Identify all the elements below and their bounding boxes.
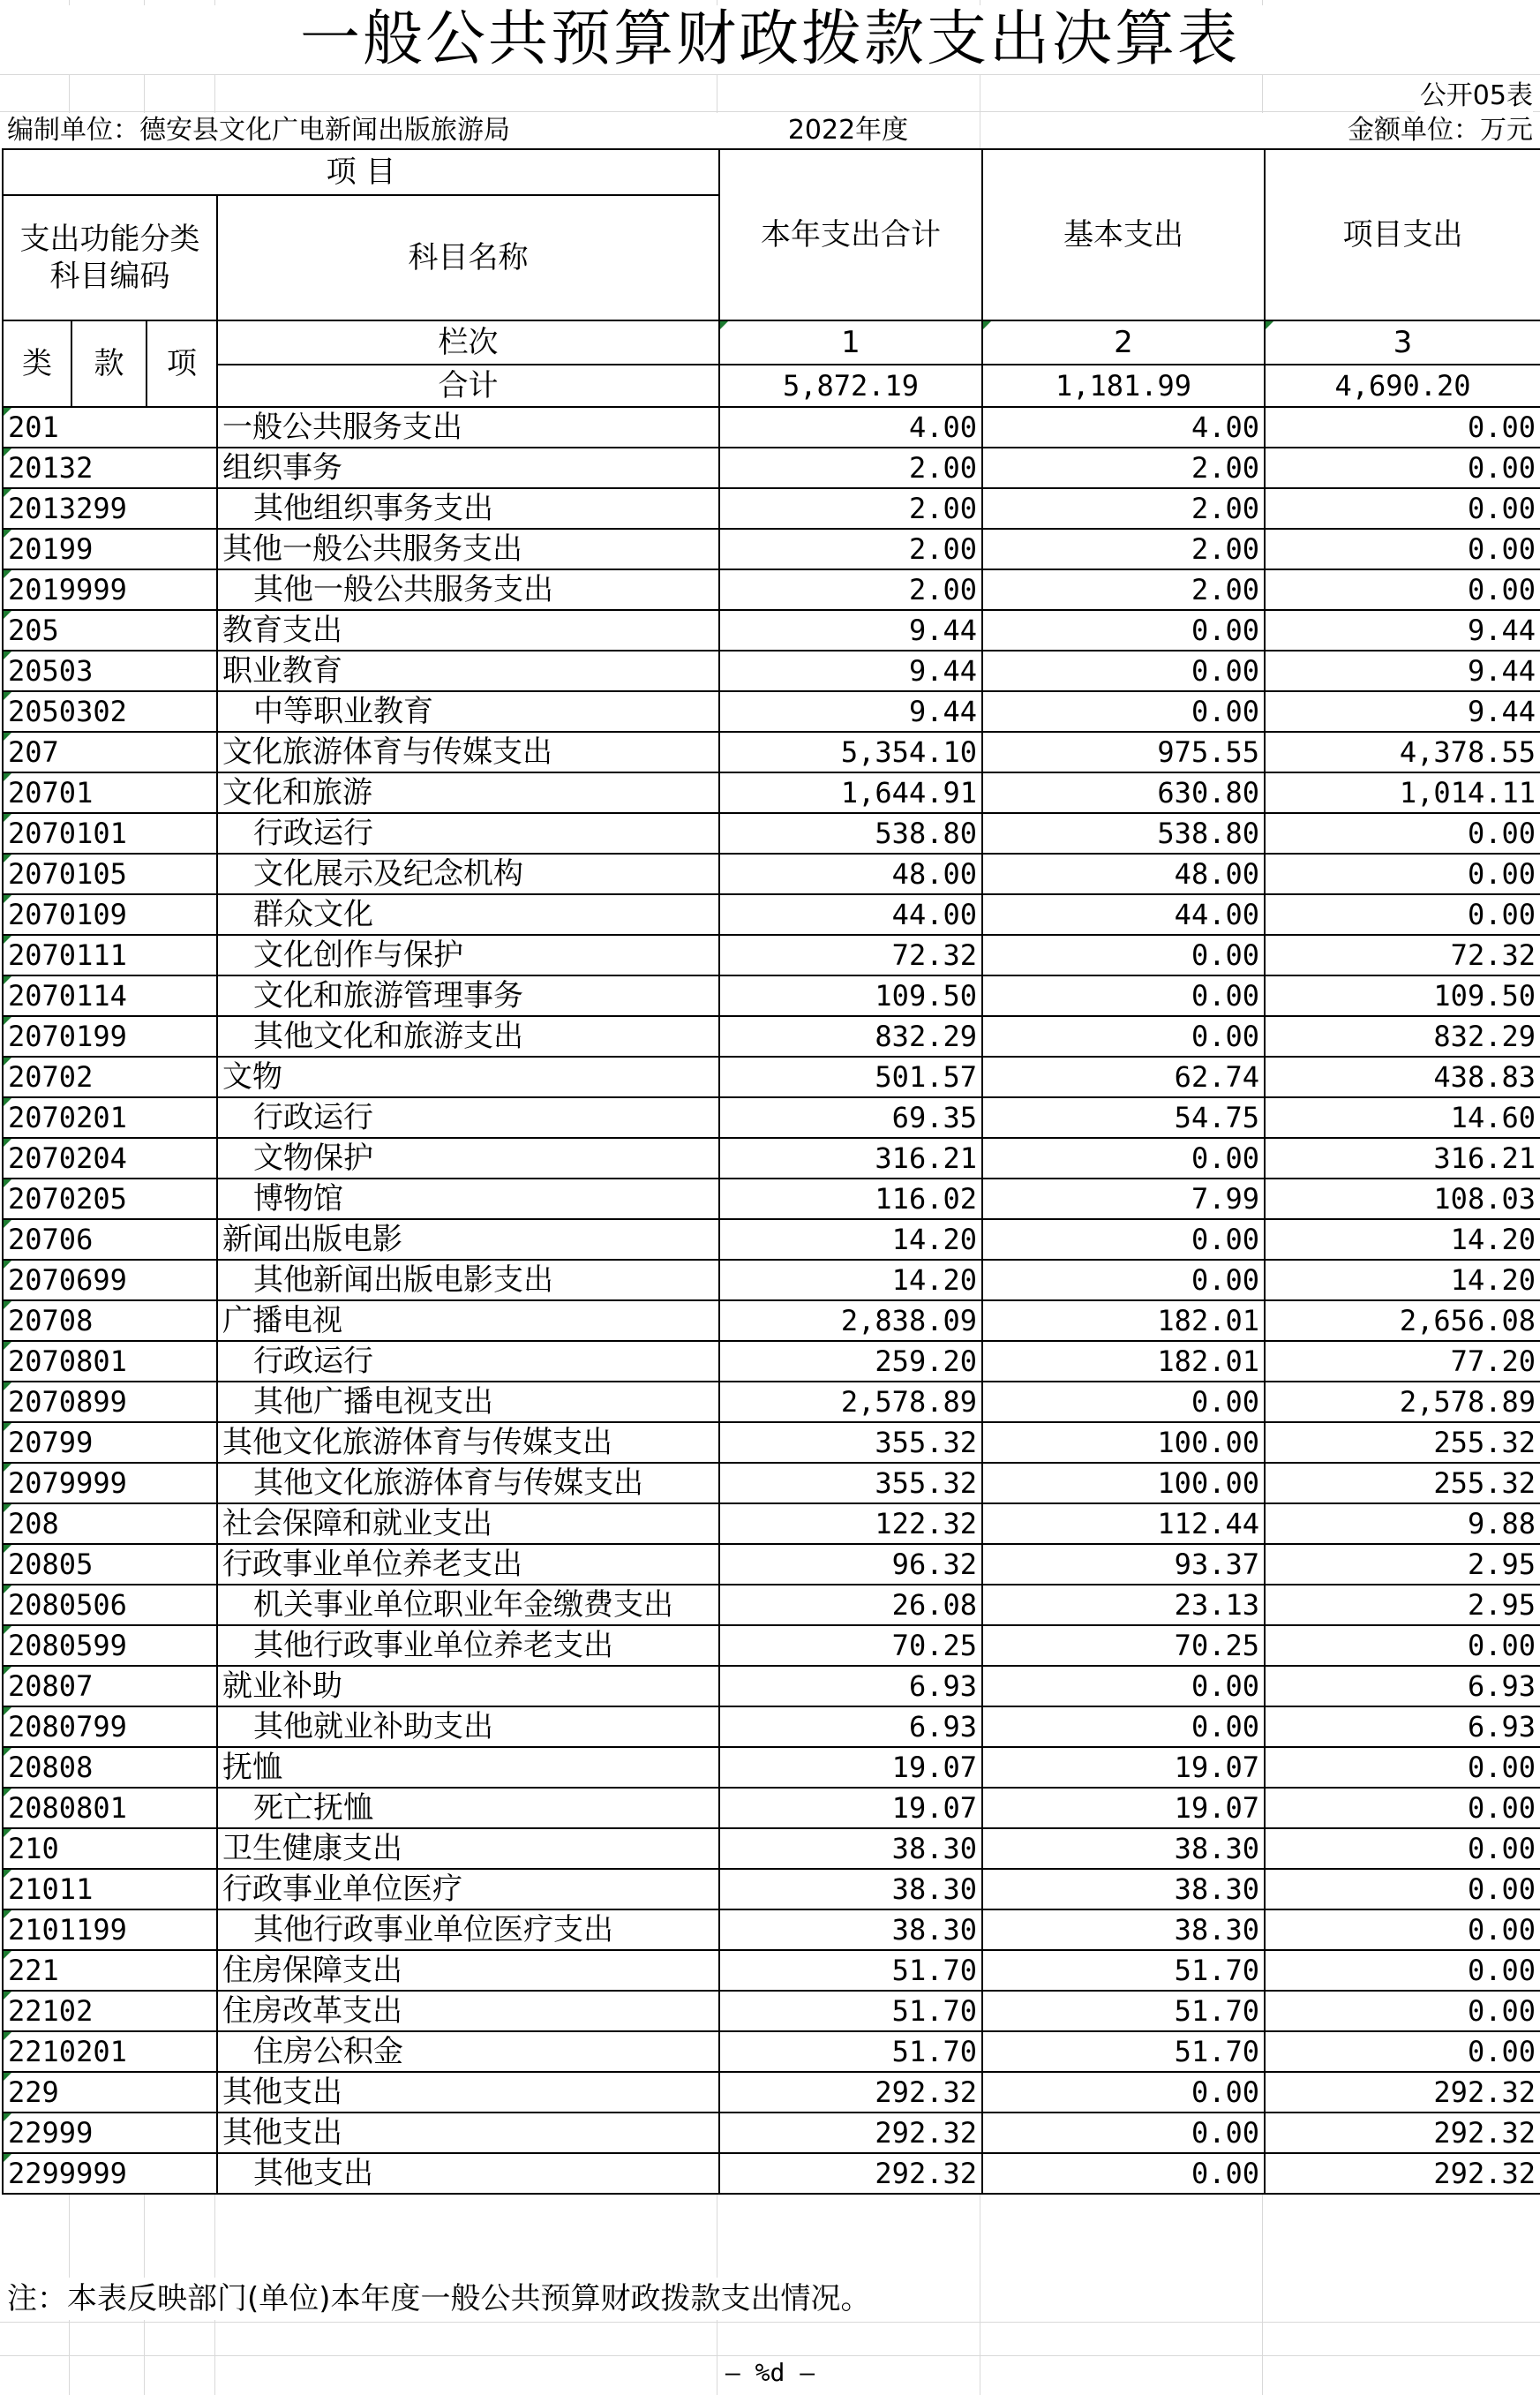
amount-basic: 54.75 [982, 1097, 1265, 1138]
amount-total: 19.07 [719, 1747, 982, 1788]
table-row [3, 854, 1540, 894]
subject-code: 2070801 [3, 1341, 217, 1382]
table-row [3, 1991, 1540, 2031]
amount-project: 0.00 [1265, 1788, 1540, 1828]
table-row [3, 1625, 1540, 1666]
amount-basic: 2.00 [982, 569, 1265, 610]
total-row-basic: 1,181.99 [982, 365, 1265, 407]
subject-code: 2070105 [3, 854, 217, 894]
subject-code: 2210201 [3, 2031, 217, 2072]
amount-basic: 48.00 [982, 854, 1265, 894]
subject-name: 一般公共服务支出 [217, 407, 719, 448]
amount-project: 2.95 [1265, 1544, 1540, 1585]
amount-project: 316.21 [1265, 1138, 1540, 1179]
grid-line [0, 2322, 1540, 2323]
header-column-index: 栏次 [217, 320, 719, 365]
subject-name: 中等职业教育 [217, 691, 719, 732]
subject-name: 文物 [217, 1057, 719, 1097]
amount-total: 38.30 [719, 1869, 982, 1909]
column-number: 3 [1265, 320, 1540, 365]
subject-name: 其他一般公共服务支出 [217, 569, 719, 610]
amount-project: 292.32 [1265, 2072, 1540, 2113]
table-row [3, 2031, 1540, 2072]
amount-total: 51.70 [719, 1950, 982, 1991]
amount-project: 2,656.08 [1265, 1300, 1540, 1341]
compiling-unit: 编制单位：德安县文化广电新闻出版旅游局 [7, 113, 695, 148]
table-row [3, 569, 1540, 610]
table-row [3, 1503, 1540, 1544]
subject-name: 行政事业单位养老支出 [217, 1544, 719, 1585]
subject-name: 住房公积金 [217, 2031, 719, 2072]
table-row [3, 1057, 1540, 1097]
amount-basic: 0.00 [982, 2113, 1265, 2153]
amount-project: 109.50 [1265, 975, 1540, 1016]
amount-basic: 0.00 [982, 1666, 1265, 1706]
amount-total: 292.32 [719, 2072, 982, 2113]
subject-code: 22999 [3, 2113, 217, 2153]
amount-basic: 0.00 [982, 1219, 1265, 1260]
subject-name: 住房保障支出 [217, 1950, 719, 1991]
column-number: 2 [982, 320, 1265, 365]
amount-total: 9.44 [719, 651, 982, 691]
subject-name: 教育支出 [217, 610, 719, 651]
subject-name: 其他组织事务支出 [217, 488, 719, 529]
amount-basic: 7.99 [982, 1179, 1265, 1219]
table-row [3, 1179, 1540, 1219]
amount-total: 292.32 [719, 2153, 982, 2194]
fiscal-year: 2022年度 [717, 113, 980, 148]
subject-code: 20805 [3, 1544, 217, 1585]
table-row [3, 2153, 1540, 2194]
table-row [3, 1706, 1540, 1747]
amount-project: 0.00 [1265, 1991, 1540, 2031]
table-row [3, 1544, 1540, 1585]
amount-project: 108.03 [1265, 1179, 1540, 1219]
subject-name: 其他文化和旅游支出 [217, 1016, 719, 1057]
amount-total: 109.50 [719, 975, 982, 1016]
amount-project: 0.00 [1265, 1869, 1540, 1909]
subject-code: 2080599 [3, 1625, 217, 1666]
amount-basic: 38.30 [982, 1869, 1265, 1909]
subject-name: 职业教育 [217, 651, 719, 691]
table-row [3, 610, 1540, 651]
amount-basic: 38.30 [982, 1909, 1265, 1950]
amount-project: 292.32 [1265, 2153, 1540, 2194]
amount-basic: 93.37 [982, 1544, 1265, 1585]
amount-total: 2,578.89 [719, 1382, 982, 1422]
table-row [3, 407, 1540, 448]
amount-total: 538.80 [719, 813, 982, 854]
subject-code: 2050302 [3, 691, 217, 732]
amount-basic: 0.00 [982, 610, 1265, 651]
amount-project: 0.00 [1265, 854, 1540, 894]
amount-total: 259.20 [719, 1341, 982, 1382]
amount-total: 2,838.09 [719, 1300, 982, 1341]
amount-basic: 19.07 [982, 1747, 1265, 1788]
subject-code: 2070101 [3, 813, 217, 854]
amount-project: 0.00 [1265, 407, 1540, 448]
amount-basic: 23.13 [982, 1585, 1265, 1625]
subject-code: 208 [3, 1503, 217, 1544]
subject-code: 2070204 [3, 1138, 217, 1179]
header-func-code: 支出功能分类科目编码 [3, 195, 217, 320]
subject-code: 20132 [3, 448, 217, 488]
column-number: 1 [719, 320, 982, 365]
amount-project: 14.20 [1265, 1260, 1540, 1300]
amount-total: 2.00 [719, 488, 982, 529]
table-row [3, 1869, 1540, 1909]
subject-code: 205 [3, 610, 217, 651]
subject-name: 行政运行 [217, 1097, 719, 1138]
subject-code: 20702 [3, 1057, 217, 1097]
table-row [3, 1463, 1540, 1503]
subject-name: 其他行政事业单位养老支出 [217, 1625, 719, 1666]
subject-code: 2079999 [3, 1463, 217, 1503]
subject-code: 20199 [3, 529, 217, 569]
amount-basic: 100.00 [982, 1463, 1265, 1503]
amount-project: 0.00 [1265, 1747, 1540, 1788]
amount-project: 72.32 [1265, 935, 1540, 975]
amount-project: 9.44 [1265, 651, 1540, 691]
amount-total: 6.93 [719, 1706, 982, 1747]
amount-total: 72.32 [719, 935, 982, 975]
amount-project: 0.00 [1265, 894, 1540, 935]
amount-total: 2.00 [719, 569, 982, 610]
amount-basic: 0.00 [982, 935, 1265, 975]
subject-name: 机关事业单位职业年金缴费支出 [217, 1585, 719, 1625]
table-row [3, 894, 1540, 935]
amount-basic: 0.00 [982, 1382, 1265, 1422]
table-row [3, 935, 1540, 975]
amount-project: 1,014.11 [1265, 772, 1540, 813]
header-project: 项目支出 [1265, 149, 1540, 320]
amount-total: 2.00 [719, 529, 982, 569]
subject-name: 文化和旅游 [217, 772, 719, 813]
subject-code: 210 [3, 1828, 217, 1869]
amount-project: 6.93 [1265, 1706, 1540, 1747]
amount-project: 255.32 [1265, 1463, 1540, 1503]
grid-line [0, 74, 1540, 75]
amount-basic: 182.01 [982, 1341, 1265, 1382]
subject-name: 其他行政事业单位医疗支出 [217, 1909, 719, 1950]
header-class: 类 [3, 320, 71, 407]
subject-code: 229 [3, 2072, 217, 2113]
amount-total: 6.93 [719, 1666, 982, 1706]
header-section: 款 [71, 320, 146, 407]
subject-name: 文化展示及纪念机构 [217, 854, 719, 894]
subject-code: 21011 [3, 1869, 217, 1909]
subject-name: 其他一般公共服务支出 [217, 529, 719, 569]
amount-project: 9.44 [1265, 691, 1540, 732]
subject-code: 2070205 [3, 1179, 217, 1219]
amount-total: 51.70 [719, 2031, 982, 2072]
header-total: 本年支出合计 [719, 149, 982, 320]
table-row [3, 1909, 1540, 1950]
amount-project: 255.32 [1265, 1422, 1540, 1463]
header-subject-name: 科目名称 [217, 195, 719, 320]
amount-project: 0.00 [1265, 569, 1540, 610]
amount-total: 122.32 [719, 1503, 982, 1544]
table-row [3, 1341, 1540, 1382]
subject-code: 2070114 [3, 975, 217, 1016]
amount-project: 0.00 [1265, 1625, 1540, 1666]
amount-project: 4,378.55 [1265, 732, 1540, 772]
amount-project: 0.00 [1265, 1828, 1540, 1869]
subject-name: 广播电视 [217, 1300, 719, 1341]
subject-name: 社会保障和就业支出 [217, 1503, 719, 1544]
amount-project: 2.95 [1265, 1585, 1540, 1625]
subject-name: 博物馆 [217, 1179, 719, 1219]
table-row [3, 1747, 1540, 1788]
table-row [3, 1260, 1540, 1300]
amount-project: 0.00 [1265, 2031, 1540, 2072]
amount-project: 0.00 [1265, 1950, 1540, 1991]
subject-name: 抚恤 [217, 1747, 719, 1788]
amount-basic: 0.00 [982, 2153, 1265, 2194]
subject-code: 20807 [3, 1666, 217, 1706]
subject-name: 行政运行 [217, 813, 719, 854]
amount-total: 355.32 [719, 1422, 982, 1463]
subject-name: 就业补助 [217, 1666, 719, 1706]
amount-basic: 538.80 [982, 813, 1265, 854]
amount-basic: 2.00 [982, 488, 1265, 529]
amount-basic: 630.80 [982, 772, 1265, 813]
table-row [3, 2113, 1540, 2153]
table-row [3, 1950, 1540, 1991]
amount-project: 0.00 [1265, 1909, 1540, 1950]
amount-total: 355.32 [719, 1463, 982, 1503]
table-row [3, 1422, 1540, 1463]
table-row [3, 813, 1540, 854]
subject-name: 新闻出版电影 [217, 1219, 719, 1260]
amount-total: 9.44 [719, 691, 982, 732]
subject-code: 20706 [3, 1219, 217, 1260]
table-note: 注：本表反映部门(单位)本年度一般公共预算财政拨款支出情况。 [7, 2278, 871, 2320]
table-row [3, 529, 1540, 569]
total-row-project: 4,690.20 [1265, 365, 1540, 407]
amount-total: 70.25 [719, 1625, 982, 1666]
subject-code: 2080506 [3, 1585, 217, 1625]
subject-name: 其他文化旅游体育与传媒支出 [217, 1422, 719, 1463]
header-basic: 基本支出 [982, 149, 1265, 320]
table-row [3, 1138, 1540, 1179]
amount-basic: 70.25 [982, 1625, 1265, 1666]
amount-basic: 975.55 [982, 732, 1265, 772]
subject-code: 2080799 [3, 1706, 217, 1747]
expenditure-table [2, 148, 1540, 2195]
subject-code: 207 [3, 732, 217, 772]
amount-total: 14.20 [719, 1260, 982, 1300]
table-row [3, 2072, 1540, 2113]
subject-name: 其他新闻出版电影支出 [217, 1260, 719, 1300]
subject-name: 其他广播电视支出 [217, 1382, 719, 1422]
table-row [3, 691, 1540, 732]
subject-code: 201 [3, 407, 217, 448]
amount-total: 26.08 [719, 1585, 982, 1625]
subject-code: 20708 [3, 1300, 217, 1341]
table-row [3, 1788, 1540, 1828]
subject-code: 2070201 [3, 1097, 217, 1138]
subject-code: 2101199 [3, 1909, 217, 1950]
amount-total: 48.00 [719, 854, 982, 894]
amount-basic: 0.00 [982, 651, 1265, 691]
amount-project: 0.00 [1265, 448, 1540, 488]
subject-code: 2070699 [3, 1260, 217, 1300]
amount-project: 0.00 [1265, 529, 1540, 569]
subject-code: 2013299 [3, 488, 217, 529]
amount-basic: 0.00 [982, 2072, 1265, 2113]
amount-total: 292.32 [719, 2113, 982, 2153]
page-number-footer: — %d — [725, 2358, 815, 2387]
amount-basic: 2.00 [982, 529, 1265, 569]
amount-basic: 2.00 [982, 448, 1265, 488]
amount-total: 19.07 [719, 1788, 982, 1828]
table-row [3, 1097, 1540, 1138]
amount-basic: 38.30 [982, 1828, 1265, 1869]
subject-name: 卫生健康支出 [217, 1828, 719, 1869]
amount-basic: 51.70 [982, 1991, 1265, 2031]
table-row [3, 1016, 1540, 1057]
amount-total: 501.57 [719, 1057, 982, 1097]
amount-total: 116.02 [719, 1179, 982, 1219]
subject-name: 文化旅游体育与传媒支出 [217, 732, 719, 772]
table-row [3, 975, 1540, 1016]
table-row [3, 448, 1540, 488]
amount-basic: 19.07 [982, 1788, 1265, 1828]
amount-total: 5,354.10 [719, 732, 982, 772]
subject-name: 其他支出 [217, 2072, 719, 2113]
amount-basic: 44.00 [982, 894, 1265, 935]
amount-project: 6.93 [1265, 1666, 1540, 1706]
table-row [3, 1585, 1540, 1625]
grid-line [0, 2355, 1540, 2356]
amount-basic: 182.01 [982, 1300, 1265, 1341]
subject-name: 文化创作与保护 [217, 935, 719, 975]
amount-project: 9.88 [1265, 1503, 1540, 1544]
subject-code: 221 [3, 1950, 217, 1991]
amount-project: 0.00 [1265, 813, 1540, 854]
subject-code: 2070111 [3, 935, 217, 975]
amount-basic: 100.00 [982, 1422, 1265, 1463]
amount-total: 832.29 [719, 1016, 982, 1057]
amount-basic: 0.00 [982, 1138, 1265, 1179]
subject-code: 2299999 [3, 2153, 217, 2194]
item-group-header: 项 目 [3, 149, 719, 195]
amount-basic: 0.00 [982, 691, 1265, 732]
amount-basic: 0.00 [982, 1016, 1265, 1057]
subject-name: 其他支出 [217, 2113, 719, 2153]
amount-project: 14.60 [1265, 1097, 1540, 1138]
subject-code: 2080801 [3, 1788, 217, 1828]
subject-name: 行政事业单位医疗 [217, 1869, 719, 1909]
total-row-total: 5,872.19 [719, 365, 982, 407]
amount-basic: 62.74 [982, 1057, 1265, 1097]
amount-project: 832.29 [1265, 1016, 1540, 1057]
grid-line [0, 111, 1540, 112]
table-row [3, 1666, 1540, 1706]
amount-basic: 112.44 [982, 1503, 1265, 1544]
table-row [3, 1828, 1540, 1869]
amount-total: 2.00 [719, 448, 982, 488]
subject-code: 2070109 [3, 894, 217, 935]
subject-name: 死亡抚恤 [217, 1788, 719, 1828]
subject-code: 2070199 [3, 1016, 217, 1057]
subject-code: 20808 [3, 1747, 217, 1788]
table-row [3, 1219, 1540, 1260]
total-row-label: 合计 [217, 365, 719, 407]
table-row [3, 488, 1540, 529]
subject-code: 20799 [3, 1422, 217, 1463]
amount-total: 69.35 [719, 1097, 982, 1138]
amount-project: 438.83 [1265, 1057, 1540, 1097]
amount-total: 14.20 [719, 1219, 982, 1260]
amount-total: 9.44 [719, 610, 982, 651]
subject-code: 20503 [3, 651, 217, 691]
amount-project: 14.20 [1265, 1219, 1540, 1260]
amount-total: 4.00 [719, 407, 982, 448]
subject-code: 2070899 [3, 1382, 217, 1422]
table-row [3, 732, 1540, 772]
subject-name: 文化和旅游管理事务 [217, 975, 719, 1016]
table-row [3, 772, 1540, 813]
subject-name: 组织事务 [217, 448, 719, 488]
amount-project: 0.00 [1265, 488, 1540, 529]
amount-basic: 0.00 [982, 975, 1265, 1016]
subject-name: 文物保护 [217, 1138, 719, 1179]
amount-basic: 51.70 [982, 1950, 1265, 1991]
amount-total: 38.30 [719, 1909, 982, 1950]
amount-total: 1,644.91 [719, 772, 982, 813]
amount-total: 38.30 [719, 1828, 982, 1869]
amount-total: 44.00 [719, 894, 982, 935]
header-item: 项 [146, 320, 217, 407]
table-number: 公开05表 [1415, 79, 1533, 113]
amount-project: 2,578.89 [1265, 1382, 1540, 1422]
subject-code: 20701 [3, 772, 217, 813]
subject-name: 其他文化旅游体育与传媒支出 [217, 1463, 719, 1503]
table-row [3, 1382, 1540, 1422]
amount-total: 96.32 [719, 1544, 982, 1585]
amount-unit: 金额单位：万元 [1262, 113, 1533, 148]
subject-name: 群众文化 [217, 894, 719, 935]
amount-project: 9.44 [1265, 610, 1540, 651]
subject-code: 22102 [3, 1991, 217, 2031]
table-row [3, 651, 1540, 691]
amount-basic: 51.70 [982, 2031, 1265, 2072]
subject-name: 其他就业补助支出 [217, 1706, 719, 1747]
amount-basic: 4.00 [982, 407, 1265, 448]
amount-project: 292.32 [1265, 2113, 1540, 2153]
amount-basic: 0.00 [982, 1260, 1265, 1300]
amount-total: 51.70 [719, 1991, 982, 2031]
subject-name: 行政运行 [217, 1341, 719, 1382]
table-row [3, 1300, 1540, 1341]
subject-name: 住房改革支出 [217, 1991, 719, 2031]
amount-project: 77.20 [1265, 1341, 1540, 1382]
amount-total: 316.21 [719, 1138, 982, 1179]
page-title: 一般公共预算财政拨款支出决算表 [0, 5, 1540, 74]
amount-basic: 0.00 [982, 1706, 1265, 1747]
subject-code: 2019999 [3, 569, 217, 610]
subject-name: 其他支出 [217, 2153, 719, 2194]
